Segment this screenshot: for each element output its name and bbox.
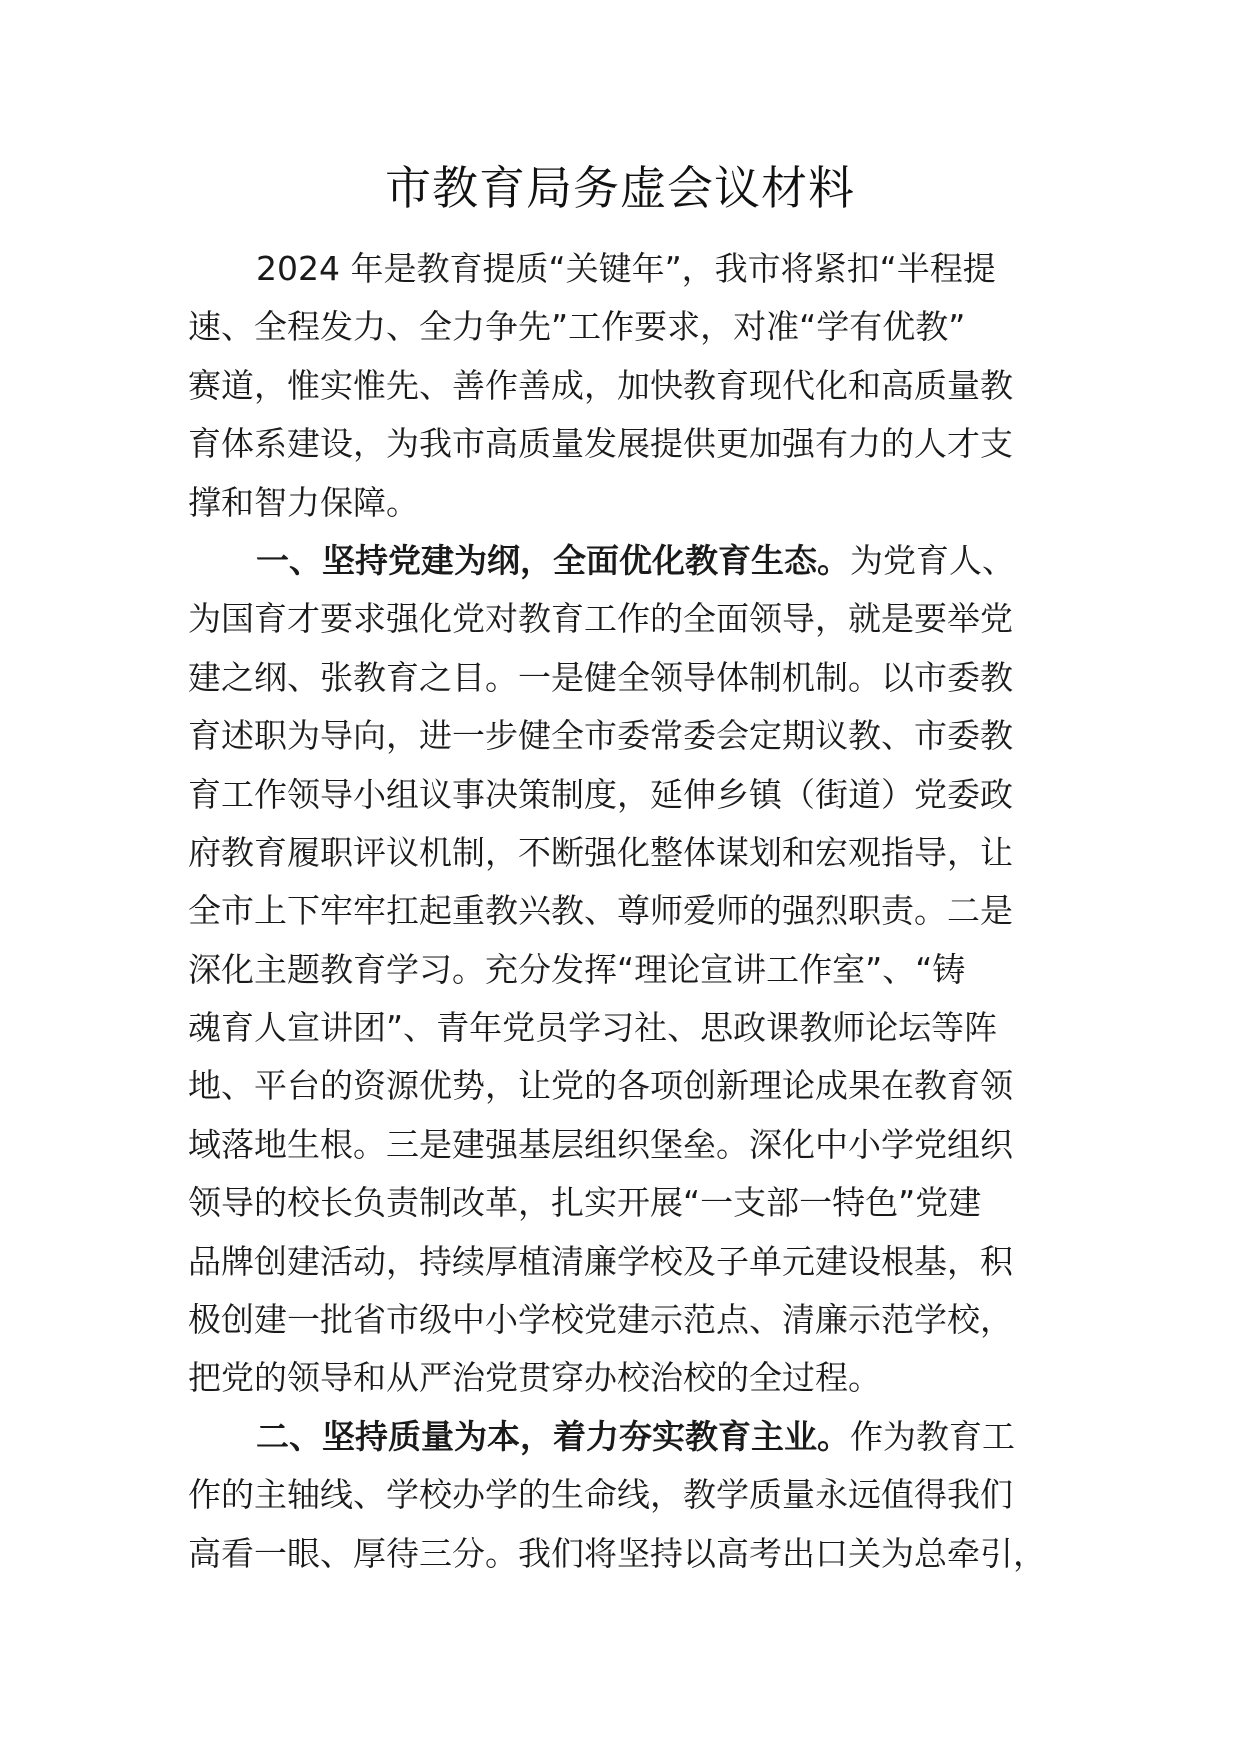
paragraph-line: 速、全程发力、全力争先”工作要求，对准“学有优教” bbox=[188, 307, 966, 347]
section-heading: 二、坚持质量为本，着力夯实教育主业。 bbox=[256, 1416, 850, 1456]
paragraph-line: 深化主题教育学习。充分发挥“理论宣讲工作室”、“铸 bbox=[188, 949, 966, 989]
paragraph-line-text: 作为教育工 bbox=[850, 1416, 1015, 1456]
paragraph-line: 赛道，惟实惟先、善作善成，加快教育现代化和高质量教 bbox=[188, 365, 1013, 405]
paragraph-line: 作的主轴线、学校办学的生命线，教学质量永远值得我们 bbox=[188, 1475, 1013, 1515]
document-title: 市教育局务虚会议材料 bbox=[385, 161, 855, 215]
paragraph-line: 2024 年是教育提质“关键年”，我市将紧扣“半程提 bbox=[256, 249, 996, 288]
paragraph-line: 域落地生根。三是建强基层组织堡垒。深化中小学党组织 bbox=[188, 1124, 1013, 1164]
paragraph-line: 品牌创建活动，持续厚植清廉学校及子单元建设根基，积 bbox=[188, 1241, 1013, 1281]
paragraph-line: 撑和智力保障。 bbox=[188, 482, 419, 522]
paragraph-line bbox=[188, 1408, 1058, 1466]
paragraph-section-1 bbox=[188, 532, 1058, 1408]
paragraph-intro bbox=[188, 240, 1058, 532]
paragraph-line: 为国育才要求强化党对教育工作的全面领导，就是要举党 bbox=[188, 599, 1013, 639]
paragraph-line: 高看一眼、厚待三分。我们将坚持以高考出口关为总牵引， bbox=[188, 1533, 1046, 1573]
paragraph-line: 育工作领导小组议事决策制度，延伸乡镇（街道）党委政 bbox=[188, 774, 1013, 814]
document-body bbox=[188, 240, 1058, 1583]
paragraph-line-text: 为党育人、 bbox=[850, 540, 1015, 580]
paragraph-line: 把党的领导和从严治党贯穿办校治校的全过程。 bbox=[188, 1358, 881, 1398]
paragraph-line: 地、平台的资源优势，让党的各项创新理论成果在教育领 bbox=[188, 1066, 1013, 1106]
paragraph-line: 府教育履职评议机制，不断强化整体谋划和宏观指导，让 bbox=[188, 832, 1013, 872]
paragraph-line: 全市上下牢牢扛起重教兴教、尊师爱师的强烈职责。二是 bbox=[188, 891, 1013, 931]
paragraph-line: 育体系建设，为我市高质量发展提供更加强有力的人才支 bbox=[188, 424, 1013, 464]
paragraph-line: 极创建一批省市级中小学校党建示范点、清廉示范学校， bbox=[188, 1300, 1013, 1340]
paragraph-line: 领导的校长负责制改革，扎实开展“一支部一特色”党建 bbox=[188, 1183, 982, 1223]
section-heading: 一、坚持党建为纲，全面优化教育生态。 bbox=[256, 540, 850, 580]
paragraph-line bbox=[188, 532, 1058, 590]
paragraph-section-2 bbox=[188, 1408, 1058, 1583]
paragraph-line: 育述职为导向，进一步健全市委常委会定期议教、市委教 bbox=[188, 716, 1013, 756]
paragraph-line: 建之纲、张教育之目。一是健全领导体制机制。以市委教 bbox=[188, 657, 1013, 697]
paragraph-line: 魂育人宣讲团”、青年党员学习社、思政课教师论坛等阵 bbox=[188, 1008, 998, 1048]
